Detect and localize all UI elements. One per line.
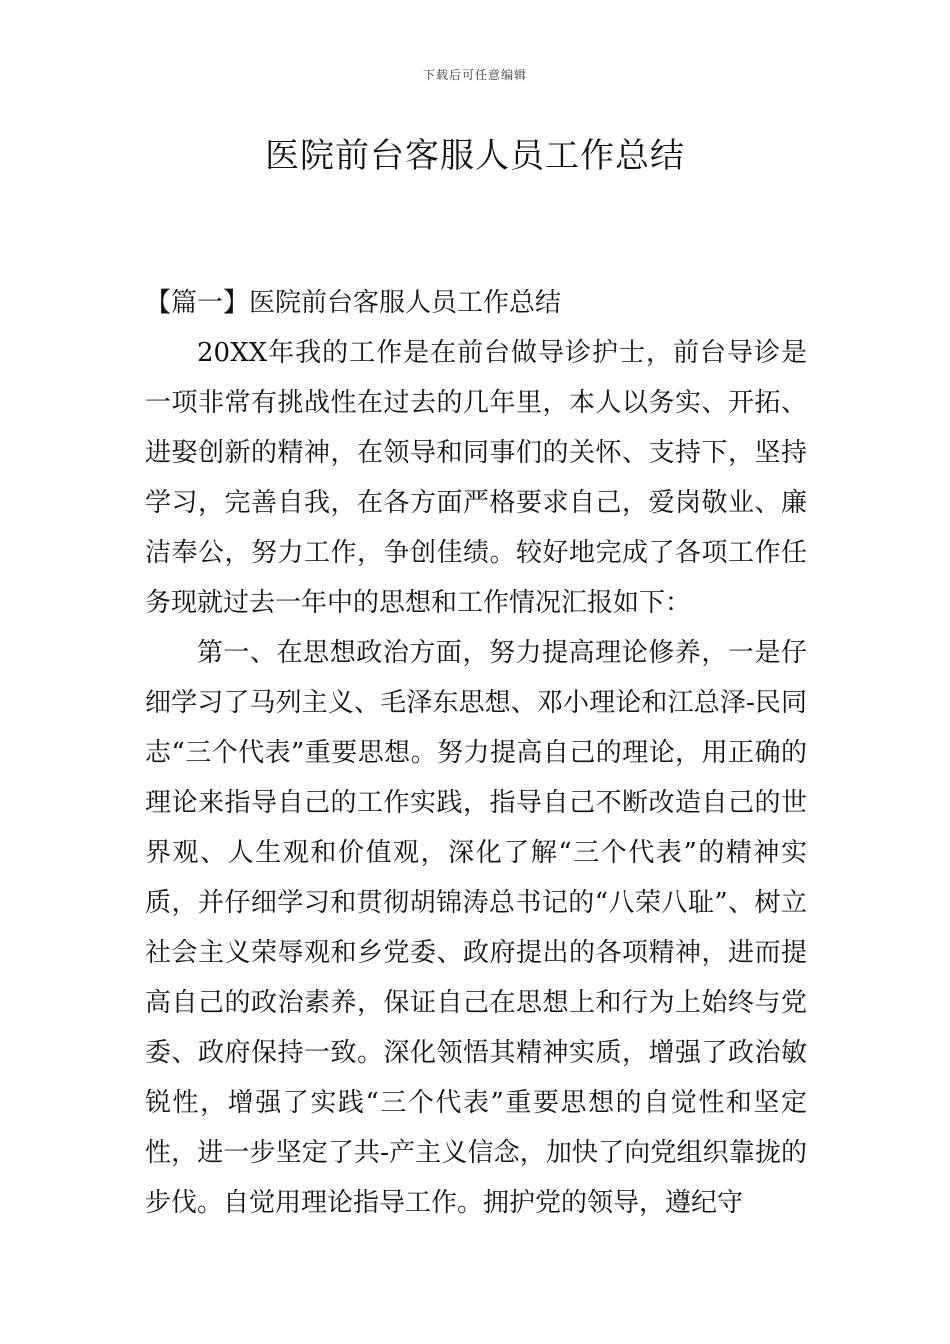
paragraph-2: 第一、在思想政治方面，努力提高理论修养，一是仔细学习了马列主义、毛泽东思想、邓小理论和江总泽-民同志“三个代表”重要思想。努力提高自己的理论，用正确的理论来指导自己的工作实践，指导自己不断改造自己的世界观、人生观和价值观，深化了解“三个代表”的精神实质，并仔细学习和贯彻胡锦涛总书记的“八荣八耻”、树立社会主义荣辱观和乡党委、政府提出的各项精神，进而提高自己的政治素养，保证自己在思想上和行为上始终与党委、政府保持一致。深化领悟其精神实质，增强了政治敏锐性，增强了实践“三个代表”重要思想的自觉性和坚定性，进一步坚定了共-产主义信念，加快了向党组织靠拢的步伐。自觉用理论指导工作。拥护党的领导，遵纪守 xyxy=(145,638,807,1218)
header-note: 下载后可任意编辑 xyxy=(422,68,527,82)
document-body xyxy=(145,278,807,1228)
section-heading: 【篇一】医院前台客服人员工作总结 xyxy=(145,288,562,318)
paragraph-1: 20XX年我的工作是在前台做导诊护士，前台导诊是一项非常有挑战性在过去的几年里，本人以务实、开拓、进娶创新的精神，在领导和同事们的关怀、支持下，坚持学习，完善自我，在各方面严格要求自己，爱岗敬业、廉洁奉公，努力工作，争创佳绩。较好地完成了各项工作任务现就过去一年中的思想和工作情况汇报如下： xyxy=(145,338,807,618)
document-title: 医院前台客服人员工作总结 xyxy=(265,136,685,176)
